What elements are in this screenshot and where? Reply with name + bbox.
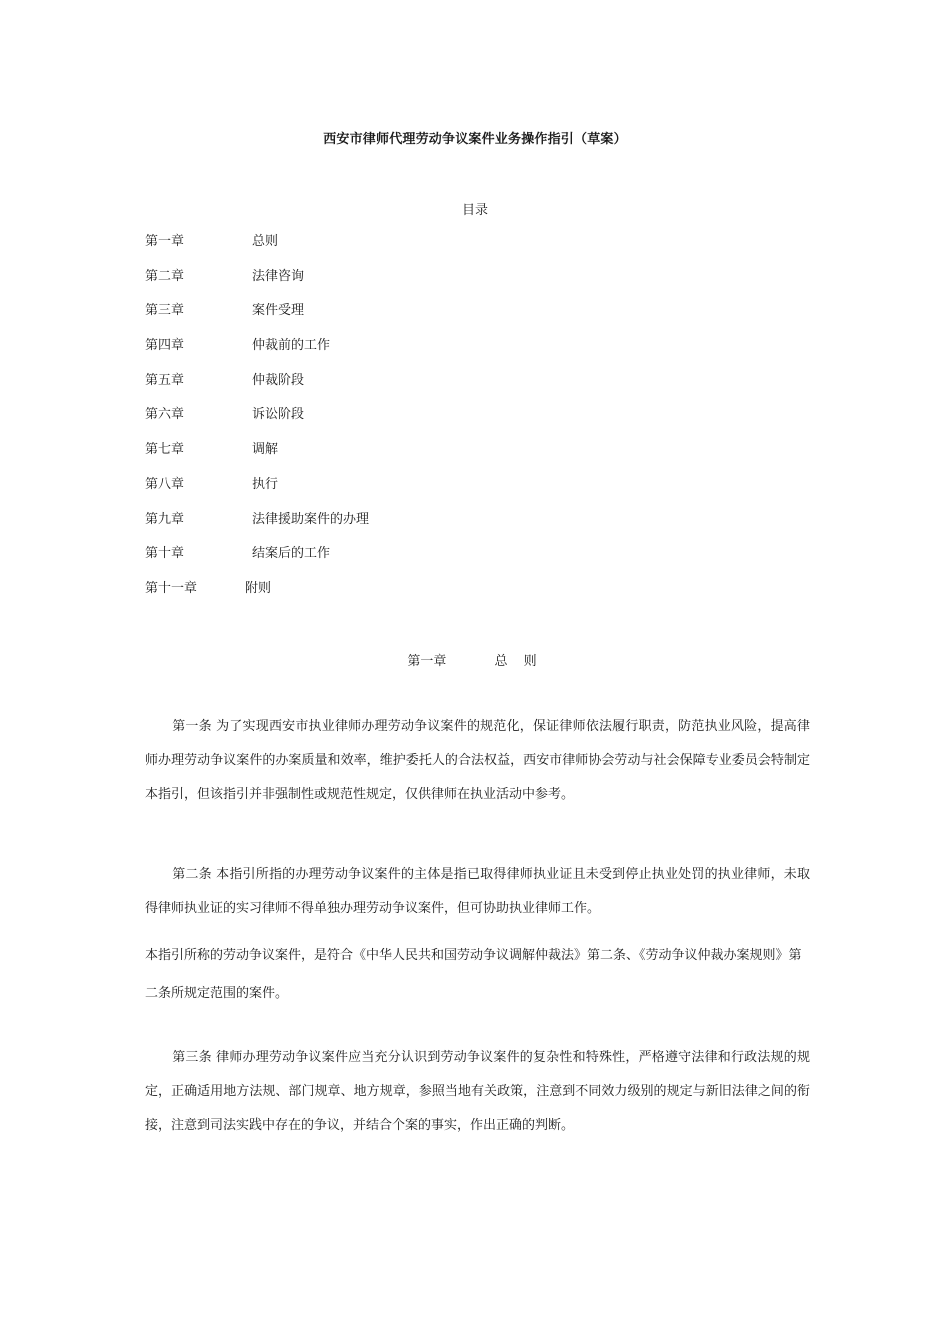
toc-item-number: 第十章 xyxy=(145,546,185,562)
article-paragraph xyxy=(145,710,810,812)
article-3-text: 第三条 律师办理劳动争议案件应当充分认识到劳动争议案件的复杂性和特殊性，严格遵守法律和行政法规的规定，正确适用地方法规、部门规章、地方规章，参照当地有关政策，注意到不同效力级别的规定与新旧法律之间的衔接，注意到司法实践中存在的争议，并结合个案的事实，作出正确的判断。 xyxy=(145,1050,810,1133)
toc-item xyxy=(145,545,645,580)
article-1-text: 第一条 为了实现西安市执业律师办理劳动争议案件的规范化，保证律师依法履行职责，防范执业风险，提高律师办理劳动争议案件的办案质量和效率，维护委托人的合法权益，西安市律师协会劳动与社会保障专业委员会特制定本指引，但该指引并非强制性或规范性规定，仅供律师在执业活动中参考。 xyxy=(145,719,810,802)
toc-item-number: 第三章 xyxy=(145,303,185,319)
toc-item-number: 第二章 xyxy=(145,268,185,284)
toc-item-title: 执行 xyxy=(252,476,279,492)
toc-item-title: 结案后的工作 xyxy=(252,546,331,562)
article-paragraph xyxy=(145,858,810,926)
toc-item-number: 第九章 xyxy=(145,511,185,527)
toc-item xyxy=(145,233,645,268)
toc-item-title: 调解 xyxy=(252,442,279,458)
table-of-contents xyxy=(145,233,645,615)
toc-item xyxy=(145,268,645,303)
article-2-continuation-text: 本指引所称的劳动争议案件，是符合《中华人民共和国劳动争议调解仲裁法》第二条、《劳动争议仲裁办案规则》第二条所规定范围的案件。 xyxy=(145,948,802,1001)
toc-item-title: 仲裁前的工作 xyxy=(252,338,331,354)
toc-item xyxy=(145,441,645,476)
toc-item xyxy=(145,511,645,546)
toc-item-title: 总则 xyxy=(252,234,279,249)
chapter-title: 总 则 xyxy=(494,654,543,669)
toc-item-number: 第一章 xyxy=(145,234,185,249)
toc-item xyxy=(145,337,645,372)
toc-item-number: 第七章 xyxy=(145,442,185,458)
toc-item xyxy=(145,302,645,337)
chapter-heading xyxy=(0,650,950,669)
toc-item xyxy=(145,476,645,511)
toc-item-number: 第五章 xyxy=(145,372,185,388)
toc-item xyxy=(145,580,645,615)
toc-item xyxy=(145,406,645,441)
toc-item-number: 第四章 xyxy=(145,338,185,354)
toc-item-title: 法律咨询 xyxy=(252,268,305,284)
toc-item-number: 第六章 xyxy=(145,407,185,423)
toc-item xyxy=(145,372,645,407)
toc-item-title: 附则 xyxy=(245,580,272,596)
chapter-number: 第一章 xyxy=(407,654,447,669)
document-title: 西安市律师代理劳动争议案件业务操作指引（草案） xyxy=(323,132,627,147)
toc-item-title: 仲裁阶段 xyxy=(252,372,305,388)
toc-item-number: 第十一章 xyxy=(145,580,198,596)
article-2-text: 第二条 本指引所指的办理劳动争议案件的主体是指已取得律师执业证且未受到停止执业处罚的执业律师，未取得律师执业证的实习律师不得单独办理劳动争议案件，但可协助执业律师工作。 xyxy=(145,867,810,916)
toc-item-title: 法律援助案件的办理 xyxy=(252,511,370,527)
article-paragraph xyxy=(145,1041,810,1143)
toc-heading: 目录 xyxy=(461,203,488,218)
toc-item-number: 第八章 xyxy=(145,476,185,492)
toc-item-title: 诉讼阶段 xyxy=(252,407,305,423)
toc-item-title: 案件受理 xyxy=(252,303,305,319)
article-paragraph xyxy=(145,937,810,1013)
